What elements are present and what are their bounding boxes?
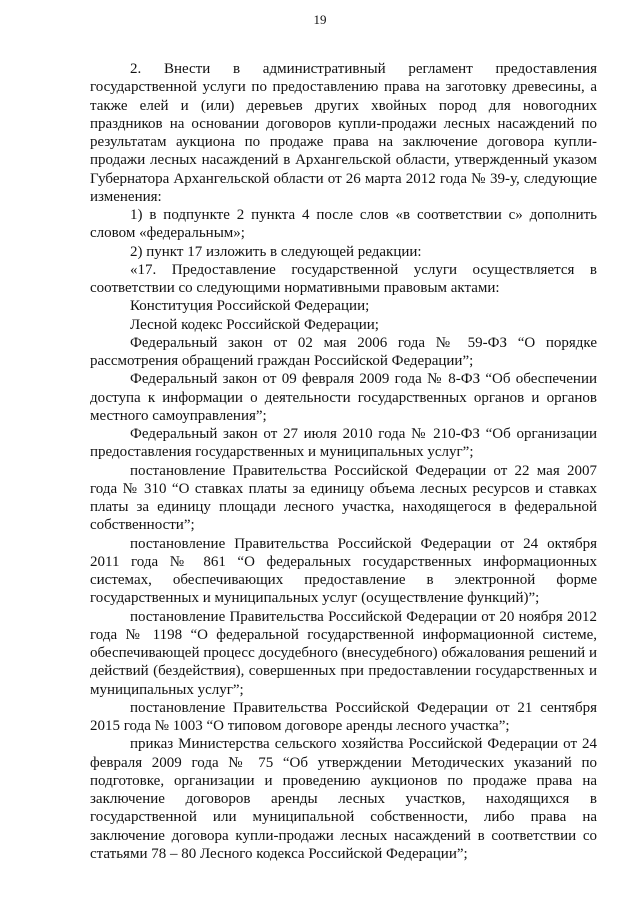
paragraph-decree-1003: постановление Правительства Российской Федерации от 21 сентября 2015 года № 1003 “О типовом договоре аренды лесного участка”; [90,699,597,734]
page-number: 19 [313,12,327,27]
paragraph-item-1: 1) в подпункте 2 пункта 4 после слов «в соответствии с» дополнить словом «федеральным»; [90,207,597,242]
paragraph-constitution: Конституция Российской Федерации; [130,298,370,315]
paragraph-decree-1198: постановление Правительства Российской Федерации от 20 ноября 2012 года № 1198 “О федеральной государственной информационной системе, обеспечивающей процесс досудебного (внесудебного) обжалования решений и действий (бездействия), совершенных при предоставлении государственных и муниципальных услуг”; [90,608,597,698]
paragraph-law-59: Федеральный закон от 02 мая 2006 года № 59-ФЗ “О порядке рассмотрения обращений граждан Российской Федерации”; [90,334,597,369]
paragraph-law-210: Федеральный закон от 27 июля 2010 года № 210-ФЗ “Об организации предоставления государственных и муниципальных услуг”; [90,426,597,461]
paragraph-forest-code: Лесной кодекс Российской Федерации; [130,316,379,333]
paragraph-decree-310: постановление Правительства Российской Федерации от 22 мая 2007 года № 310 “О ставках платы за единицу объема лесных ресурсов и ставках платы за единицу площади лесного участка, находящегося в федеральной собственности”; [90,462,597,534]
paragraph-clause-17: «17. Предоставление государственной услуги осуществляется в соответствии со следующими нормативными правовым актами: [90,261,597,296]
paragraph-amendment-intro: 2. Внести в административный регламент предоставления государственной услуги по предоставлению права на заготовку древесины, а также елей и (или) деревьев других хвойных пород для новогодних праздников на основании договоров купли-продажи лесных насаждений по результатам аукциона по продаже права на заключение договора купли-продажи лесных насаждений в Архангельской области, утвержденный указом Губернатора Архангельской области от 26 марта 2012 года № 39-у, следующие изменения: [90,61,597,205]
paragraph-decree-861: постановление Правительства Российской Федерации от 24 октября 2011 года № 861 “О федеральных государственных информационных системах, обеспечивающих предоставление в электронной форме государственных и муниципальных услуг (осуществление функций)”; [90,535,597,607]
paragraph-order-75: приказ Министерства сельского хозяйства Российской Федерации от 24 февраля 2009 года № 75 “Об утверждении Методических указаний по подготовке, организации и проведению аукционов по продаже права на заключение договоров аренды лесных участков, находящихся в государственной или муниципальной собственности, либо права на заключение договора купли-продажи лесных насаждений в соответствии со статьями 78 – 80 Лесного кодекса Российской Федерации”; [90,736,597,862]
document-body [90,60,597,863]
paragraph-law-8: Федеральный закон от 09 февраля 2009 года № 8-ФЗ “Об обеспечении доступа к информации о деятельности государственных органов и органов местного самоуправления”; [90,371,597,424]
paragraph-item-2: 2) пункт 17 изложить в следующей редакции: [130,243,422,260]
